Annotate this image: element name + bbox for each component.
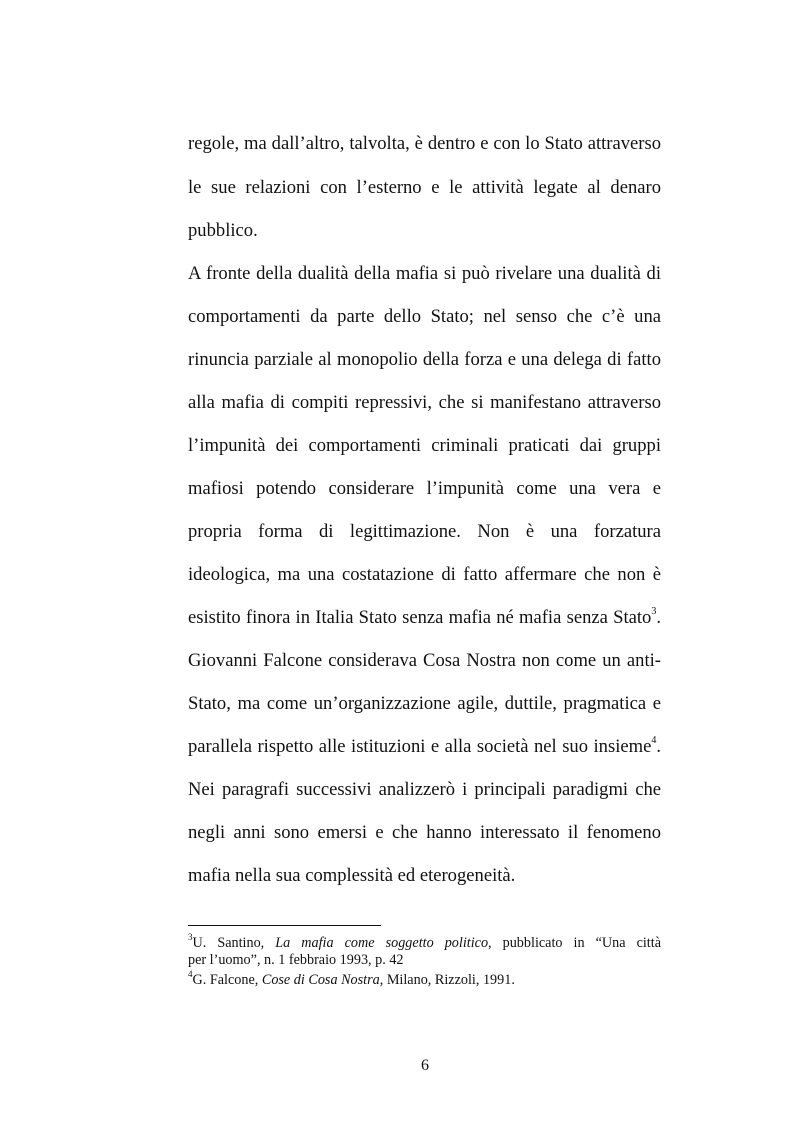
footnote-4-rest: , Milano, Rizzoli, 1991. bbox=[379, 972, 515, 988]
body-line-12-period: . bbox=[656, 607, 661, 628]
body-line-12-text: esistito finora in Italia Stato senza mafia né mafia senza Stato bbox=[188, 607, 652, 628]
footnote-4-author: G. Falcone, bbox=[192, 972, 262, 988]
body-line-10: propria forma di legittimazione. Non è una forzatura bbox=[188, 521, 661, 542]
footnote-4 bbox=[188, 969, 661, 989]
body-line-14: Stato, ma come un’organizzazione agile, duttile, pragmatica e bbox=[188, 693, 661, 714]
body-line-8: l’impunità dei comportamenti criminali praticati dai gruppi bbox=[188, 435, 661, 456]
body-line-13: Giovanni Falcone considerava Cosa Nostra non come un anti- bbox=[188, 650, 661, 671]
body-line-4: A fronte della dualità della mafia si può rivelare una dualità di bbox=[188, 263, 661, 284]
body-line-16: Nei paragrafi successivi analizzerò i principali paradigmi che bbox=[188, 779, 661, 800]
body-line-15 bbox=[188, 736, 661, 758]
body-line-1: regole, ma dall’altro, talvolta, è dentro e con lo Stato attraverso bbox=[188, 133, 661, 154]
footnote-3-line-2: per l’uomo”, n. 1 febbraio 1993, p. 42 bbox=[188, 952, 404, 968]
footnote-3-rest: , pubblicato in “Una città bbox=[488, 935, 661, 951]
footnote-4-title: Cose di Cosa Nostra bbox=[261, 972, 380, 988]
body-line-5: comportamenti da parte dello Stato; nel senso che c’è una bbox=[188, 306, 661, 327]
body-line-18: mafia nella sua complessità ed eterogeneità. bbox=[188, 865, 516, 886]
body-line-6: rinuncia parziale al monopolio della forza e una delega di fatto bbox=[188, 349, 661, 370]
body-line-15-period: . bbox=[656, 736, 661, 757]
body-line-2: le sue relazioni con l’esterno e le attività legate al denaro bbox=[188, 177, 661, 198]
body-line-17: negli anni sono emersi e che hanno interessato il fenomeno bbox=[188, 822, 661, 843]
footnote-ref-4[interactable]: 4 bbox=[651, 734, 657, 746]
body-line-12 bbox=[188, 607, 661, 629]
footnote-3-marker: 3 bbox=[188, 932, 193, 943]
footnote-3-title: La mafia come soggetto politico bbox=[275, 935, 489, 951]
body-line-11: ideologica, ma una costatazione di fatto affermare che non è bbox=[188, 564, 661, 585]
footnote-ref-3[interactable]: 3 bbox=[651, 605, 657, 617]
page-number: 6 bbox=[421, 1057, 429, 1074]
body-line-3: pubblico. bbox=[188, 220, 258, 241]
footnote-divider bbox=[188, 925, 381, 926]
footnote-3-line-1 bbox=[188, 932, 661, 952]
body-line-9: mafiosi potendo considerare l’impunità come una vera e bbox=[188, 478, 661, 499]
body-line-15-text: parallela rispetto alle istituzioni e alla società nel suo insieme bbox=[188, 736, 652, 757]
body-line-7: alla mafia di compiti repressivi, che si manifestano attraverso bbox=[188, 392, 661, 413]
footnote-4-marker: 4 bbox=[188, 969, 193, 980]
footnote-3-author: U. Santino, bbox=[192, 935, 276, 951]
